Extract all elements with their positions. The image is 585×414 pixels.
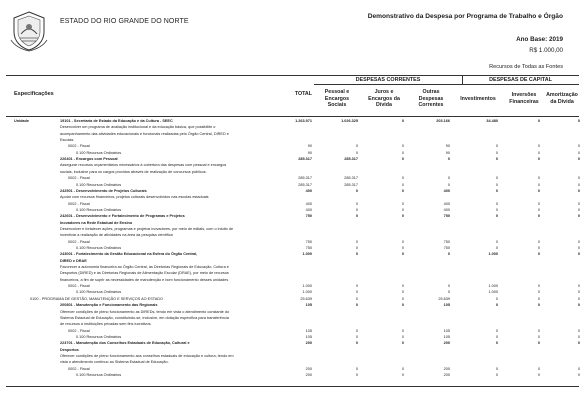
row-value: 0	[577, 334, 580, 339]
row-description: incentivar a realização de atividades na área da pesquisa científica	[60, 233, 173, 238]
document-title: Demonstrativo da Despesa por Programa de Trabalho e Órgão	[367, 13, 563, 20]
row-description: financeiros, a fim de suprir as necessidades de manutenção e bom funcionamento desses unidades	[60, 277, 229, 282]
row-value: 0	[537, 366, 540, 371]
row-value: 0	[577, 366, 580, 371]
row-description: 223701 - Manutenção dos Conselhos Estaduais de Educação, Cultural e	[60, 341, 190, 346]
row-value: 0	[355, 284, 358, 289]
row-value: 285.317	[344, 182, 358, 187]
row-description: acompanhamento das atividades educacionais e funcionais realizadas pelo Órgão Central, DIRED e	[60, 131, 229, 136]
row-value: 0	[537, 303, 540, 308]
row-value: 750	[305, 246, 312, 250]
row-description: 0.100 Recursos Ordinários	[76, 207, 122, 212]
row-value: 0	[537, 144, 540, 149]
row-value: 200	[305, 373, 312, 377]
row-value: 0	[537, 334, 540, 339]
row-value: 0	[355, 373, 358, 377]
row-description: 0.100 Recursos Ordinários	[76, 334, 122, 339]
row-value: 0	[537, 252, 540, 257]
row-value: 0	[495, 214, 498, 219]
row-value: 90	[445, 144, 450, 149]
row-description: 0.100 Recursos Ordinários	[76, 290, 122, 295]
row-value: 0	[401, 290, 404, 295]
row-value: 0	[495, 328, 498, 333]
row-value: 0	[537, 207, 540, 212]
row-value: 0	[537, 239, 540, 244]
row-value: 90	[307, 150, 312, 155]
row-value: 0	[537, 341, 540, 346]
row-value: 0	[577, 144, 580, 149]
col-amortizacao: Amortização da Dívida	[546, 92, 578, 105]
row-value: 285.317	[298, 157, 312, 162]
row-value: 200	[305, 366, 312, 371]
row-value: 0	[355, 239, 358, 244]
row-value: 285.317	[344, 176, 358, 181]
row-description: Escolas.	[60, 138, 75, 143]
row-value: 203.166	[436, 119, 450, 123]
table-row	[0, 372, 585, 378]
row-value: 0	[355, 290, 358, 295]
row-description: 0.100 Recursos Ordinários	[76, 246, 122, 250]
row-value: 200	[443, 373, 450, 377]
row-value: 105	[305, 328, 312, 333]
row-description: 0002 - Fiscal	[68, 366, 90, 371]
row-value: 105	[443, 328, 450, 333]
row-value: 0	[401, 157, 404, 162]
row-value: 0	[537, 188, 540, 193]
row-description: de recursos a instituições privadas sem fins lucrativos.	[60, 322, 152, 327]
row-value: 0	[355, 214, 358, 219]
row-value: 0	[355, 366, 358, 371]
col-especificacoes: Especificações	[14, 91, 54, 97]
row-value: 0	[577, 119, 580, 123]
row-value: 0	[401, 373, 404, 377]
row-value: 750	[443, 246, 450, 250]
row-value: 0	[401, 150, 404, 155]
state-name: ESTADO DO RIO GRANDE DO NORTE	[60, 18, 189, 25]
row-value: 0	[355, 341, 358, 346]
row-value: 105	[305, 334, 312, 339]
row-value: 0	[401, 366, 404, 371]
row-value: 105	[443, 303, 450, 308]
col-inversoes: Inversões Financeiras	[509, 92, 539, 105]
row-description: 0002 - Fiscal	[68, 284, 90, 289]
row-value: 1.026.325	[341, 119, 358, 123]
row-description: 0002 - Fiscal	[68, 239, 90, 244]
row-value: 0	[537, 328, 540, 333]
row-description: 200801 - Manutenção e Funcionamento das Regionais	[60, 303, 158, 308]
row-value: 0	[495, 176, 498, 181]
row-description: 226401 - Encargos com Pessoal	[60, 157, 118, 162]
row-description: 0002 - Fiscal	[68, 328, 90, 333]
row-description: Desportos	[60, 347, 79, 352]
row-value: 285.317	[298, 176, 312, 181]
row-value: 0	[495, 303, 498, 308]
row-value: 0	[401, 296, 404, 301]
row-value: 0	[401, 328, 404, 333]
row-value: 0	[447, 284, 450, 289]
row-description: Desenvolver e fortalecer ações, programas e projetos inovadores, por meio de editais, com o intuito de	[60, 226, 234, 231]
row-value: 0	[495, 341, 498, 346]
row-value: 0	[355, 296, 358, 301]
currency-unit: R$ 1.000,00	[529, 47, 563, 54]
row-description: 242601 - Desenvolvimento e Fortalecimento de Programas e Projetos	[60, 214, 185, 219]
row-value: 0	[577, 157, 580, 162]
row-description: 242501 - Desenvolvimento de Projetos Culturais	[60, 188, 147, 193]
row-value: 1.000	[302, 252, 312, 257]
row-value: 0	[447, 252, 450, 257]
row-description: Oferecer condições de pleno funcionamento as DIREDs, tendo em vista o atendimento constante do	[60, 309, 230, 314]
row-value: 0	[577, 252, 580, 257]
row-value: 0	[401, 341, 404, 346]
row-description: 0002 - Fiscal	[68, 176, 90, 181]
row-description: Desportos (DIRED) e às Diretorias Regionais de Alimentação Escolar (DRAE), por meio de recursos	[60, 271, 229, 276]
row-value: 0	[537, 373, 540, 377]
row-value: 0	[577, 290, 580, 295]
row-description: 0.100 Recursos Ordinários	[76, 182, 122, 187]
row-value: 285.317	[298, 182, 312, 187]
row-description: Oferecer condições de pleno funcionamento aos conselhos estaduais de educação e cultura, tendo em	[60, 353, 234, 358]
row-value: 400	[305, 201, 312, 206]
row-description: DIRED e DRAE	[60, 258, 87, 263]
row-description: 0002 - Fiscal	[68, 201, 90, 206]
row-value: 0	[537, 201, 540, 206]
state-seal-logo	[8, 10, 50, 52]
row-value: 0	[577, 239, 580, 244]
col-outras: Outras Despesas Correntes	[418, 89, 444, 109]
row-value: 0	[495, 334, 498, 339]
resource-source: Recursos de Todas as Fontes	[489, 64, 563, 70]
row-value: 0	[355, 150, 358, 155]
row-description: 243001 - Fortalecimento da Gestão Educacional na Esfera do Órgão Central,	[60, 252, 198, 257]
row-value: 0	[401, 176, 404, 181]
row-description: 0002 - Fiscal	[68, 144, 90, 149]
base-year: Ano Base: 2019	[516, 36, 563, 43]
row-description: Sistema Estadual de Educação, constituindo-se, inclusive, em dotação específica para transferência	[60, 315, 229, 320]
col-pessoal: Pessoal e Encargos Sociais	[324, 89, 350, 109]
row-value: 0	[401, 201, 404, 206]
row-value: 0	[355, 188, 358, 193]
row-value: 0	[537, 150, 540, 155]
row-value: 0	[401, 182, 404, 187]
row-value: 0	[495, 296, 498, 301]
row-value: 0	[401, 207, 404, 212]
row-value: 0	[355, 246, 358, 250]
row-value: 1.000	[302, 290, 312, 295]
row-value: 0	[355, 144, 358, 149]
row-value: 0	[355, 303, 358, 308]
row-description: Apoiar com recursos financeiros, projetos culturais desenvolvidos nas escolas estaduais	[60, 195, 209, 200]
row-value: 400	[305, 207, 312, 212]
row-value: 0	[447, 157, 450, 162]
row-value: 400	[443, 201, 450, 206]
row-value: 0	[401, 188, 404, 193]
row-value: 0	[537, 290, 540, 295]
row-value: 750	[443, 239, 450, 244]
row-value: 0	[495, 373, 498, 377]
row-value: 0	[447, 176, 450, 181]
row-value: 0	[537, 214, 540, 219]
row-value: 0	[577, 150, 580, 155]
row-value: 0	[401, 334, 404, 339]
row-value: 105	[443, 334, 450, 339]
row-value: 285.317	[344, 157, 358, 162]
row-value: 25.639	[438, 296, 450, 301]
row-value: 0	[537, 176, 540, 181]
row-value: 0	[401, 246, 404, 250]
row-description: vista o atendimento contínuo ao Sistema Estadual de Educação.	[60, 360, 169, 365]
row-value: 0	[401, 214, 404, 219]
row-value: 0	[495, 188, 498, 193]
row-value: 0	[495, 182, 498, 187]
row-description: 19101 - Secretaria de Estado da Educação e da Cultura - SEEC	[60, 119, 173, 123]
row-value: 0	[577, 284, 580, 289]
group-rule	[314, 84, 579, 85]
row-value: 0	[355, 334, 358, 339]
row-value: 0	[401, 239, 404, 244]
row-value: 0	[577, 201, 580, 206]
row-value: 1.000	[488, 284, 498, 289]
row-value: 0	[577, 296, 580, 301]
row-value: 200	[443, 366, 450, 371]
row-value: 0	[577, 328, 580, 333]
row-description: Inovadores na Rede Estadual de Ensino	[60, 220, 133, 225]
table-bottom-rule	[6, 386, 579, 387]
group-despesas-capital: DESPESAS DE CAPITAL	[489, 77, 552, 83]
row-value: 0	[401, 252, 404, 257]
row-value: 0	[577, 182, 580, 187]
row-value: 750	[305, 214, 312, 219]
row-description: 0100 - PROGRAMA DE GESTÃO, MANUTENÇÃO E SERVIÇOS AO ESTADO	[30, 296, 163, 301]
row-value: 1.263.971	[295, 119, 312, 123]
row-value: 0	[537, 119, 540, 123]
col-juros: Juros e Encargos da Dívida	[368, 89, 400, 109]
row-value: 400	[443, 188, 450, 193]
row-value: 0	[495, 246, 498, 250]
row-value: 0	[355, 207, 358, 212]
row-value: 400	[443, 207, 450, 212]
row-value: 0	[537, 296, 540, 301]
row-value: 0	[401, 119, 404, 123]
row-value: 0	[447, 182, 450, 187]
row-value: 0	[577, 176, 580, 181]
row-description: sociais, inclusive para os cargos providos através de realização de concursos públicos.	[60, 169, 207, 174]
col-total: TOTAL	[294, 91, 312, 97]
row-value: 0	[401, 303, 404, 308]
row-description: Assegurar recursos orçamentários necessários à cobertura das despesas com pessoal e encargos	[60, 163, 227, 168]
row-value: 0	[495, 366, 498, 371]
row-value: 0	[495, 150, 498, 155]
row-value: 34.480	[486, 119, 498, 123]
row-value: 90	[307, 144, 312, 149]
unit-label: Unidade	[14, 119, 29, 123]
row-description: 0.100 Recursos Ordinários	[76, 150, 122, 155]
row-value: 0	[577, 373, 580, 377]
row-value: 0	[537, 246, 540, 250]
header-bottom-rule	[6, 116, 579, 117]
row-value: 750	[443, 214, 450, 219]
group-despesas-correntes: DESPESAS CORRENTES	[355, 77, 421, 83]
row-value: 25.639	[300, 296, 312, 301]
row-value: 0	[495, 201, 498, 206]
row-value: 400	[305, 188, 312, 193]
row-value: 0	[355, 201, 358, 206]
row-description: 0.100 Recursos Ordinários	[76, 373, 122, 377]
col-investimentos: Investimentos	[460, 96, 496, 102]
row-value: 0	[401, 284, 404, 289]
row-value: 0	[495, 144, 498, 149]
row-value: 0	[537, 182, 540, 187]
row-value: 0	[495, 157, 498, 162]
row-value: 0	[577, 341, 580, 346]
row-value: 200	[443, 341, 450, 346]
row-value: 0	[537, 284, 540, 289]
row-value: 1.000	[488, 290, 498, 295]
row-value: 0	[577, 207, 580, 212]
row-value: 0	[495, 239, 498, 244]
row-value: 0	[495, 207, 498, 212]
row-value: 0	[537, 157, 540, 162]
row-value: 0	[577, 246, 580, 250]
row-value: 0	[355, 252, 358, 257]
row-value: 0	[577, 188, 580, 193]
row-value: 0	[355, 328, 358, 333]
row-value: 105	[305, 303, 312, 308]
row-value: 1.000	[302, 284, 312, 289]
row-description: Favorecer a autonomia financeira ao Órgão Central, às Diretorias Regionais de Educação, Cultura e	[60, 265, 229, 270]
row-value: 1.000	[488, 252, 498, 257]
row-value: 0	[577, 303, 580, 308]
row-value: 750	[305, 239, 312, 244]
row-description: Desenvolver um programa de avaliação institucional e da educação básica, que possibilite o	[60, 125, 216, 130]
header-top-rule	[6, 75, 579, 76]
row-value: 90	[445, 150, 450, 155]
row-value: 0	[447, 290, 450, 295]
row-value: 0	[577, 214, 580, 219]
row-value: 0	[401, 144, 404, 149]
row-value: 200	[305, 341, 312, 346]
